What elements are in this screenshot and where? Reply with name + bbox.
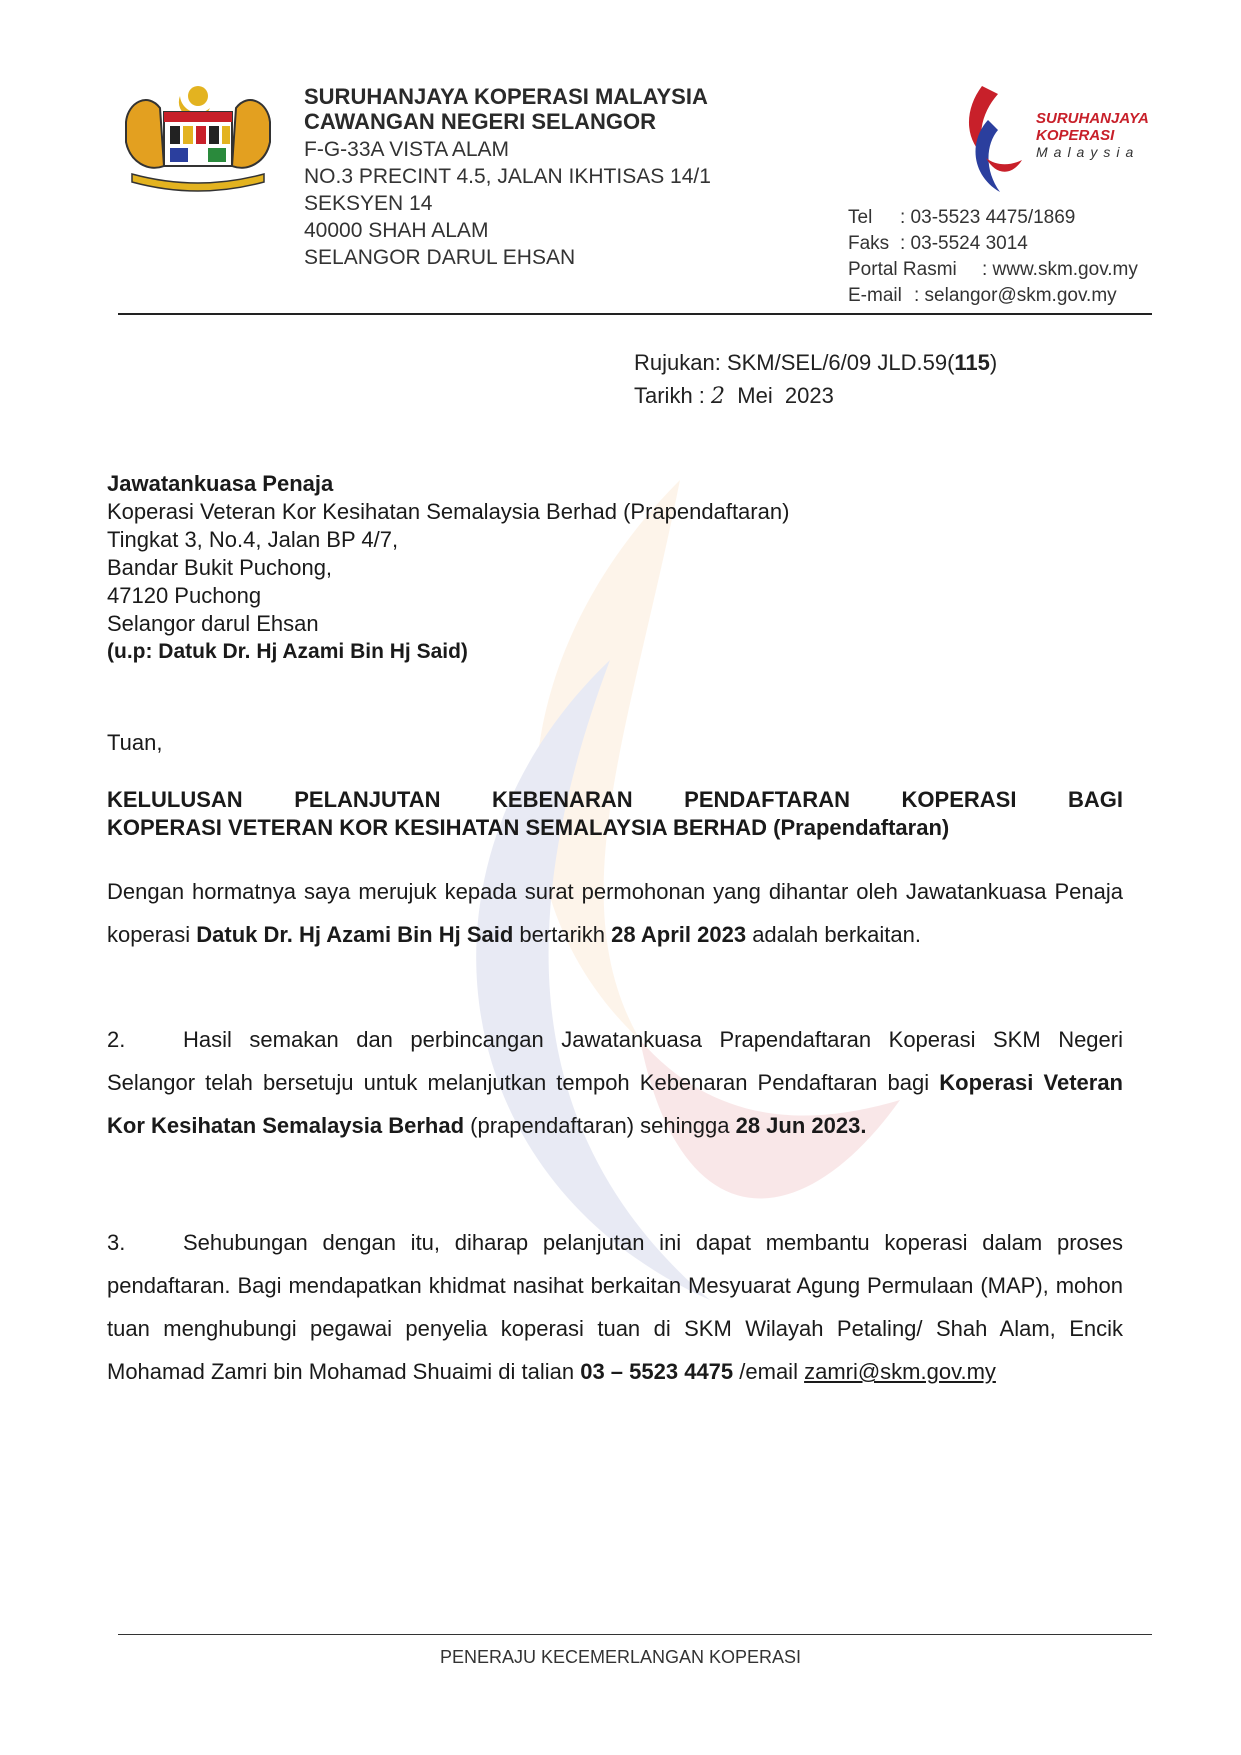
contact-label: Faks	[848, 233, 890, 254]
header-divider	[118, 313, 1152, 315]
recipient-line: Selangor darul Ehsan	[107, 611, 319, 636]
para-bold: 03 – 5523 4475	[580, 1359, 734, 1384]
org-name: SURUHANJAYA KOPERASI MALAYSIA	[304, 84, 708, 109]
recipient-address	[107, 470, 789, 666]
contact-email	[848, 283, 1138, 309]
paragraph-3	[107, 1221, 1123, 1393]
para-bold: 28 April 2023	[611, 922, 747, 947]
subject-line: KELULUSAN PELANJUTAN KEBENARAN PENDAFTARAN KOPERASI BAGI	[107, 787, 1123, 812]
recipient-line: Bandar Bukit Puchong,	[107, 555, 333, 580]
date-label: Tarikh :	[634, 383, 712, 408]
footer-divider	[118, 1634, 1152, 1635]
para-bold: Datuk Dr. Hj Azami Bin Hj Said	[196, 922, 514, 947]
contact-label: E-mail	[848, 285, 902, 306]
recipient-title: Jawatankuasa Penaja	[107, 471, 334, 496]
para-text: (prapendaftaran) sehingga	[464, 1113, 736, 1138]
logo-line: SURUHANJAYA	[1036, 110, 1149, 127]
org-address-line: 40000 SHAH ALAM	[304, 219, 489, 242]
para-bold: 28 Jun 2023.	[735, 1113, 867, 1138]
email-link[interactable]: zamri@skm.gov.my	[804, 1359, 996, 1384]
paragraph-1	[107, 870, 1123, 956]
contact-fax	[848, 231, 1138, 257]
letter-subject	[107, 786, 1123, 842]
contact-label: Portal Rasmi	[848, 259, 957, 280]
logo-line: Malaysia	[1036, 144, 1140, 160]
paragraph-2	[107, 1018, 1123, 1147]
subject-line: KOPERASI VETERAN KOR KESIHATAN SEMALAYSIA BERHAD (Prapendaftaran)	[107, 815, 950, 840]
reference-block	[634, 346, 997, 413]
para-text: Sehubungan dengan itu, diharap pelanjutan ini dapat membantu koperasi dalam proses pendaftaran. Bagi mendapatkan khidmat nasihat berkaitan Mesyuarat Agung Permulaan (MAP), mohon tuan menghubungi pegawai penyelia koperasi tuan di SKM Wilayah Petaling/ Shah Alam, Encik Mohamad Zamri bin Mohamad Shuaimi di talian	[107, 1230, 1123, 1384]
contact-value: : 03-5524 3014	[900, 233, 1028, 254]
org-address-line: SEKSYEN 14	[304, 192, 433, 215]
contact-value: : selangor@skm.gov.my	[914, 285, 1117, 306]
org-branch: CAWANGAN NEGERI SELANGOR	[304, 109, 657, 134]
org-address-line: SELANGOR DARUL EHSAN	[304, 246, 576, 269]
recipient-attention: (u.p: Datuk Dr. Hj Azami Bin Hj Said)	[107, 640, 468, 663]
recipient-line: Tingkat 3, No.4, Jalan BP 4/7,	[107, 527, 399, 552]
contact-tel	[848, 205, 1138, 231]
contact-portal	[848, 257, 1138, 283]
date-rest: Mei 2023	[725, 383, 834, 408]
recipient-line: Koperasi Veteran Kor Kesihatan Semalaysia Berhad (Prapendaftaran)	[107, 499, 790, 524]
organization-header	[304, 84, 711, 271]
ref-end: )	[989, 350, 998, 375]
contact-label: Tel	[848, 207, 873, 228]
date-day-handwritten: 2	[711, 384, 726, 409]
logo-line: KOPERASI	[1036, 127, 1115, 144]
malaysia-coat-of-arms-icon	[118, 82, 278, 194]
org-address-line: F-G-33A VISTA ALAM	[304, 138, 510, 161]
para-text: Hasil semakan dan perbincangan Jawatankuasa Prapendaftaran Koperasi SKM Negeri Selangor telah bersetuju untuk melanjutkan tempoh Kebenaran Pendaftaran bagi	[107, 1027, 1123, 1095]
salutation: Tuan,	[107, 730, 163, 755]
para-text: Dengan hormatnya saya merujuk kepada surat permohonan yang dihantar oleh Jawatankuasa Penaja koperasi	[107, 879, 1123, 947]
ref-value: SKM/SEL/6/09 JLD.59(	[726, 350, 955, 375]
ref-bold: 115	[954, 350, 990, 375]
reference-date	[634, 379, 997, 413]
ref-label: Rujukan:	[634, 350, 727, 375]
para-number: 3.	[107, 1230, 126, 1255]
para-text: /email	[733, 1359, 805, 1384]
para-text: adalah berkaitan.	[746, 922, 921, 947]
footer-motto: PENERAJU KECEMERLANGAN KOPERASI	[439, 1647, 802, 1667]
contact-value: : 03-5523 4475/1869	[900, 207, 1076, 228]
org-address-line: NO.3 PRECINT 4.5, JALAN IKHTISAS 14/1	[304, 165, 711, 188]
para-number: 2.	[107, 1027, 126, 1052]
para-text: bertarikh	[513, 922, 612, 947]
reference-number	[634, 346, 997, 379]
contact-info	[848, 205, 1138, 309]
skm-logo-text	[1036, 110, 1149, 161]
contact-value: : www.skm.gov.my	[982, 259, 1138, 280]
para-bold: Koperasi Veteran Kor Kesihatan Semalaysia Berhad	[107, 1070, 1124, 1138]
recipient-line: 47120 Puchong	[107, 583, 262, 608]
